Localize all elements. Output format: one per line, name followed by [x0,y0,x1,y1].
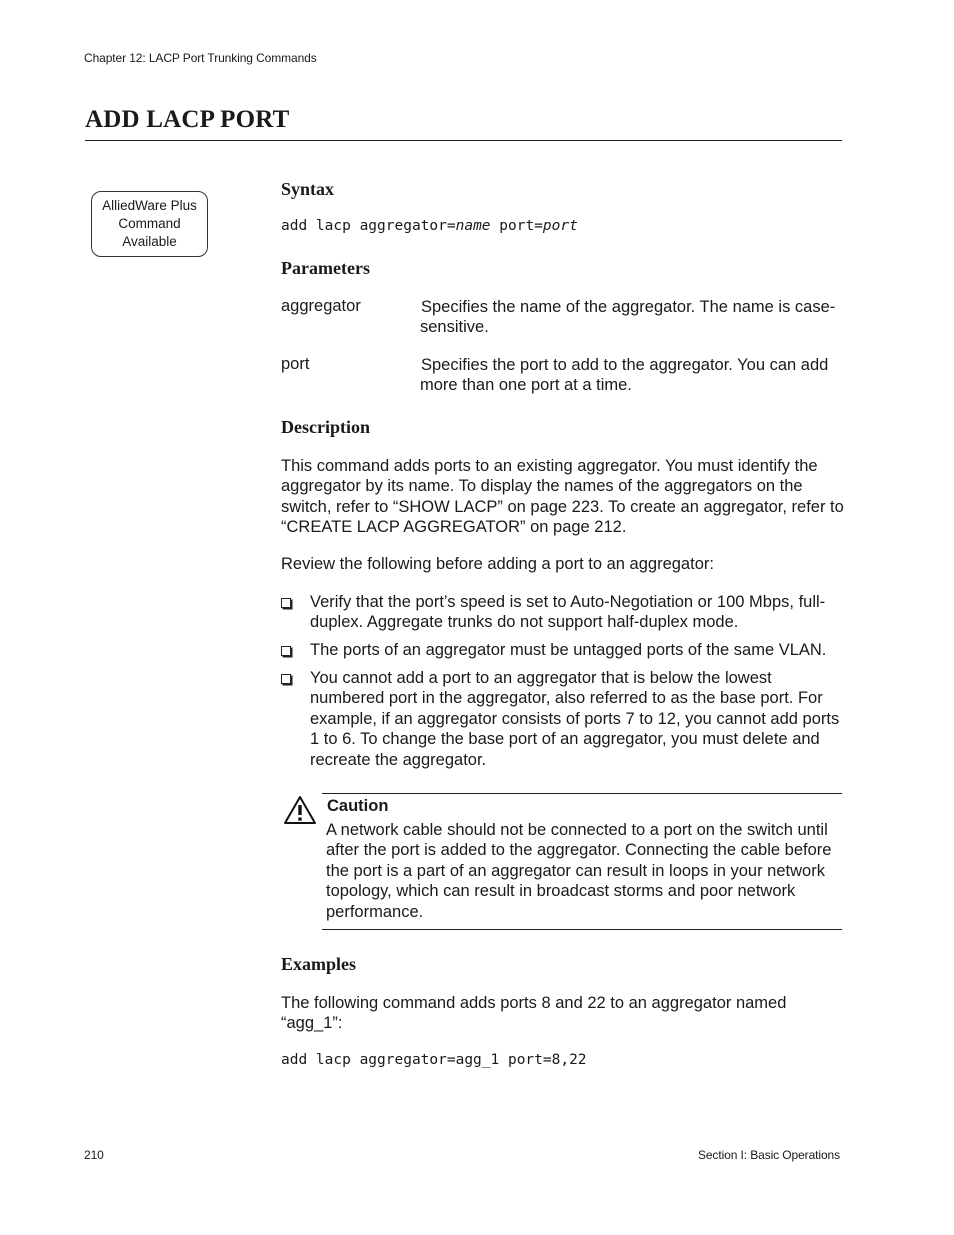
caution-title: Caution [327,797,389,815]
caution-text: A network cable should not be connected to a port on the switch until after the port is added to the aggregator. Connecting the cable before the port is a part of an aggregator can result in loops in your network topology, which can result in broadcast storms and poor network performance. [326,821,832,921]
example-command: add lacp aggregator=agg_1 port=8,22 [281,1052,587,1068]
badge-line-3: Available [122,234,177,249]
examples-heading: Examples [281,954,357,974]
param-name: aggregator [281,297,361,315]
list-item-text: The ports of an aggregator must be untagged ports of the same VLAN. [310,641,827,659]
badge-line-1: AlliedWare Plus [102,198,197,213]
syntax-cmd-var-name: name [455,218,491,234]
list-item [281,668,846,770]
section-footer: Section I: Basic Operations [697,1148,840,1162]
param-description: Specifies the port to add to the aggregator. You can add more than one port at a time. [420,356,829,395]
syntax-cmd-part: add lacp aggregator= [281,218,456,234]
param-description: Specifies the name of the aggregator. The name is case-sensitive. [420,298,836,337]
parameters-heading: Parameters [281,258,370,278]
list-item-text: You cannot add a port to an aggregator that is below the lowest numbered port in the aggregator, also referred to as the base port. For example, if an aggregator consists of ports 7 to 12, you cannot add ports 1 to 6. To change the base port of an aggregator, you must delete and recreate the aggregator. [310,669,840,769]
running-header: Chapter 12: LACP Port Trunking Commands [84,51,317,65]
syntax-command [281,218,578,234]
command-availability-badge [91,191,208,257]
description-paragraph: This command adds ports to an existing aggregator. You must identify the aggregator by its name. To display the names of the aggregators on the switch, refer to “SHOW LACP” on page 223. To create an aggregator, refer to “CREATE LACP AGGREGATOR” on page 212. [281,457,844,537]
checkbox-bullet-icon [281,646,291,656]
list-item [281,640,846,660]
page-title: ADD LACP PORT [85,106,290,133]
param-name: port [281,355,310,373]
checkbox-bullet-icon [281,598,291,608]
badge-line-2: Command [118,216,181,231]
description-intro: Review the following before adding a port to an aggregator: [281,555,714,573]
examples-paragraph: The following command adds ports 8 and 22 to an aggregator named “agg_1”: [281,994,787,1033]
syntax-cmd-var-port: port [542,218,578,234]
page-number: 210 [84,1148,104,1162]
description-heading: Description [281,417,370,437]
list-item-text: Verify that the port’s speed is set to Auto-Negotiation or 100 Mbps, full-duplex. Aggregate trunks do not support half-duplex mode. [310,593,826,632]
checkbox-bullet-icon [281,674,291,684]
caution-top-rule [322,793,842,794]
list-item [281,592,846,633]
title-rule [85,140,842,141]
syntax-cmd-part: port= [490,218,543,234]
warning-triangle-icon [283,795,317,825]
caution-bottom-rule [322,929,842,930]
syntax-heading: Syntax [281,179,335,199]
